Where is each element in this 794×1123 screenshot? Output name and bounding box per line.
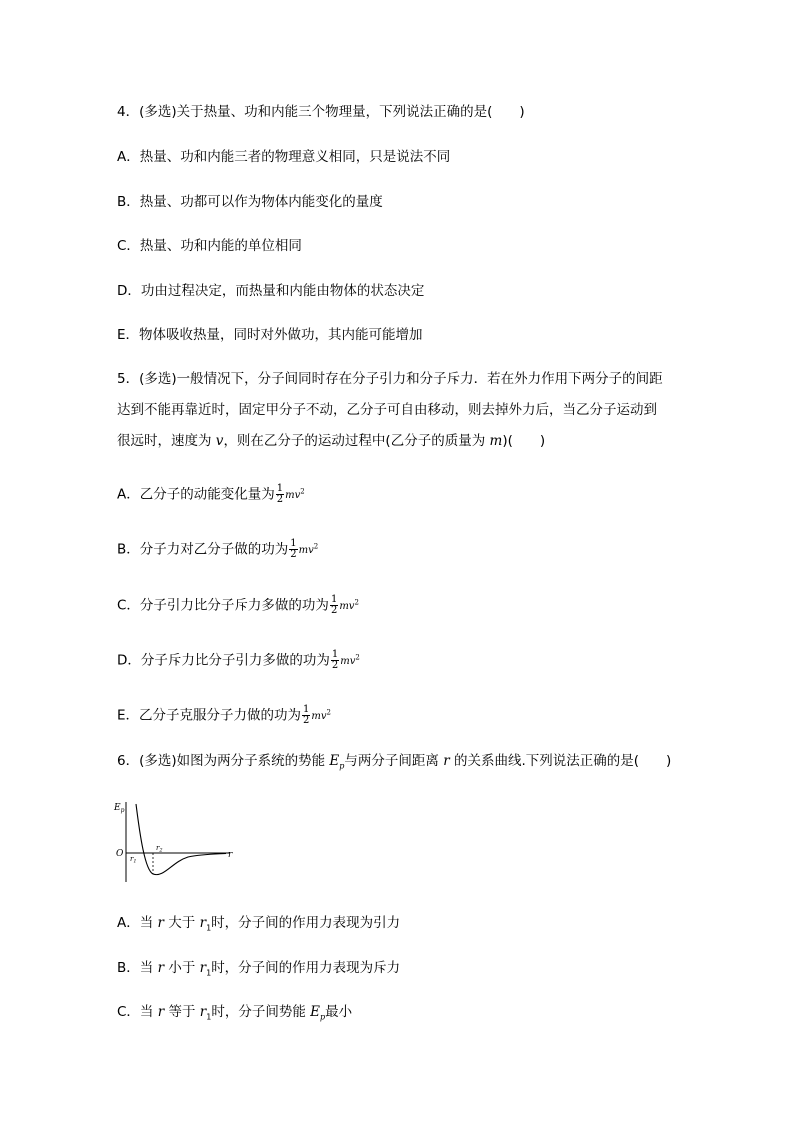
q5-option-e: E．乙分子克服分子力做的功为 $\frac{1}{2}$ $mv^2$ — [117, 703, 332, 726]
r2-label: $r_2$ — [156, 844, 163, 854]
q5-option-b: B．分子力对乙分子做的功为 $\frac{1}{2}$ $mv^2$ — [117, 537, 319, 560]
r1-label: $r_1$ — [130, 855, 137, 865]
potential-energy-graph — [112, 796, 240, 886]
fraction: $\frac{1}{2}$ — [276, 482, 284, 505]
q6-option-b: B．当 r 小于 $r_1$时，分子间的作用力表现为斥力 — [117, 960, 401, 978]
q5-option-a: A．乙分子的动能变化量为 $\frac{1}{2}$ $mv^2$ — [117, 482, 305, 505]
q4-option-a: A．热量、功和内能三者的物理意义相同，只是说法不同 — [117, 149, 451, 165]
q6-option-a: A．当 r 大于 $r_1$时，分子间的作用力表现为引力 — [117, 915, 401, 933]
q6-stem: 6．(多选)如图为两分子系统的势能 $E_p$与两分子间距离 r 的关系曲线.下列说法正确的是( ) — [117, 753, 672, 771]
q6-option-c: C．当 r 等于 $r_1$时，分子间势能 $E_p$最小 — [117, 1004, 353, 1022]
fraction: $\frac{1}{2}$ — [290, 537, 297, 560]
q4-option-c: C．热量、功和内能的单位相同 — [117, 238, 302, 254]
fraction: $\frac{1}{2}$ — [331, 648, 339, 671]
q5-option-c: C．分子引力比分子斥力多做的功为 $\frac{1}{2}$ $mv^2$ — [117, 593, 359, 616]
q5-stem-line2: 达到不能再靠近时，固定甲分子不动，乙分子可自由移动，则去掉外力后，当乙分子运动到 — [117, 402, 657, 418]
x-axis-label: r — [228, 850, 233, 860]
q4-option-d: D．功由过程决定，而热量和内能由物体的状态决定 — [117, 283, 425, 299]
q4-option-e: E．物体吸收热量，同时对外做功，其内能可能增加 — [117, 327, 423, 343]
y-axis-label: $E_p$ — [114, 803, 125, 814]
q5-option-d: D．分子斥力比分子引力多做的功为 $\frac{1}{2}$ $mv^2$ — [117, 648, 360, 671]
fraction: $\frac{1}{2}$ — [303, 703, 310, 726]
origin-label: O — [116, 849, 124, 859]
q4-option-b: B．热量、功都可以作为物体内能变化的量度 — [117, 194, 383, 210]
potential-curve — [136, 804, 226, 875]
q5-stem-line3: 很远时，速度为 v，则在乙分子的运动过程中(乙分子的质量为 m)( ) — [117, 433, 546, 449]
q4-stem: 4．(多选)关于热量、功和内能三个物理量，下列说法正确的是( ) — [117, 104, 525, 120]
fraction: $\frac{1}{2}$ — [330, 593, 338, 616]
q5-stem-line1: 5．(多选)一般情况下，分子间同时存在分子引力和分子斥力．若在外力作用下两分子的间距 — [117, 371, 663, 387]
